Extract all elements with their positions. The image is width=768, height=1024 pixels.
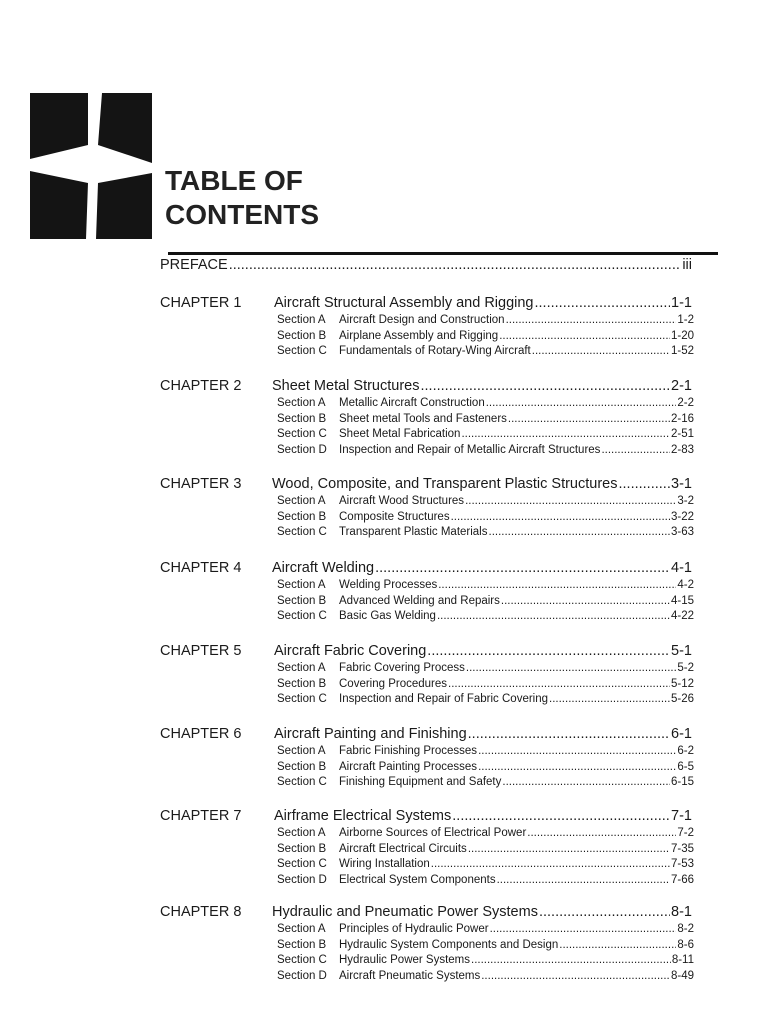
section-label <box>277 776 501 788</box>
section-title: Fabric Covering Process <box>339 662 465 674</box>
section-label <box>277 745 477 757</box>
chapter-page: 8-1 <box>671 904 692 920</box>
section-title: Airplane Assembly and Rigging <box>339 329 499 342</box>
section-label <box>277 923 489 935</box>
section-id: Section D <box>277 443 327 456</box>
leader-dots <box>601 444 670 456</box>
section-title: Fabric Finishing Processes <box>339 745 478 757</box>
section-id: Section B <box>277 938 327 951</box>
chapter-page: 4-1 <box>671 560 692 576</box>
section-entry[interactable] <box>277 858 694 870</box>
chapter-entry[interactable] <box>274 643 692 659</box>
leader-dots <box>427 643 670 659</box>
section-title: Composite Structures <box>339 510 450 523</box>
airplane-logo-icon <box>30 93 152 239</box>
section-id: Section C <box>277 954 327 967</box>
leader-dots <box>527 827 676 839</box>
leader-dots <box>375 560 670 576</box>
chapter-entry[interactable] <box>274 726 692 742</box>
section-page: 4-15 <box>670 594 694 607</box>
section-page: 2-83 <box>670 443 694 456</box>
chapter-title: Aircraft Painting and Finishing <box>274 726 467 742</box>
chapter-page: 1-1 <box>671 295 692 311</box>
section-page: 6-15 <box>670 776 694 789</box>
section-page: 8-2 <box>677 923 694 935</box>
leader-dots <box>461 428 670 440</box>
section-entry[interactable] <box>277 444 694 456</box>
leader-dots <box>532 345 670 357</box>
section-title: Aircraft Pneumatic Systems <box>339 969 481 982</box>
leader-dots <box>478 761 676 773</box>
chapter-entry[interactable] <box>272 904 692 920</box>
section-entry[interactable] <box>277 314 694 326</box>
section-label <box>277 858 430 870</box>
section-page: 7-2 <box>677 827 694 839</box>
section-label <box>277 827 526 839</box>
title-line-1: TABLE OF <box>165 165 303 196</box>
chapter-title: Aircraft Fabric Covering <box>274 643 427 659</box>
leader-dots <box>486 397 677 409</box>
section-page: 5-2 <box>677 662 694 674</box>
section-page: 3-22 <box>670 510 694 523</box>
section-id: Section A <box>277 662 326 674</box>
section-id: Section C <box>277 776 327 789</box>
leader-dots <box>501 595 670 607</box>
leader-dots <box>490 923 677 935</box>
section-title: Airborne Sources of Electrical Power <box>339 827 527 839</box>
leader-dots <box>431 858 670 870</box>
section-entry[interactable] <box>277 761 694 773</box>
section-label <box>277 761 477 773</box>
section-page: 6-5 <box>677 760 694 773</box>
leader-dots <box>468 843 670 855</box>
section-id: Section C <box>277 610 327 623</box>
chapter-page: 5-1 <box>671 643 692 659</box>
section-entry[interactable] <box>277 827 694 839</box>
section-label <box>277 579 437 591</box>
section-title: Aircraft Electrical Circuits <box>339 842 467 855</box>
chapter-page: 7-1 <box>671 808 692 824</box>
chapter-entry[interactable] <box>272 378 692 394</box>
section-page: 1-52 <box>670 345 694 358</box>
leader-dots <box>506 314 677 326</box>
leader-dots <box>478 745 676 757</box>
leader-dots <box>559 939 676 951</box>
section-title: Sheet metal Tools and Fasteners <box>339 412 507 425</box>
leader-dots <box>437 610 670 622</box>
leader-dots <box>489 526 670 538</box>
section-title: Wiring Installation <box>339 858 430 871</box>
section-entry[interactable] <box>277 745 694 757</box>
section-entry[interactable] <box>277 678 694 690</box>
section-title: Electrical System Components <box>339 873 496 886</box>
section-label <box>277 662 465 674</box>
section-label <box>277 610 436 622</box>
leader-dots <box>452 808 670 824</box>
section-entry[interactable] <box>277 693 694 705</box>
section-page: 7-35 <box>670 842 694 855</box>
section-id: Section B <box>277 510 327 523</box>
section-page: 7-66 <box>670 873 694 886</box>
section-id: Section D <box>277 873 327 886</box>
section-label <box>277 428 460 440</box>
section-label <box>277 495 464 507</box>
section-entry[interactable] <box>277 970 694 982</box>
leader-dots <box>438 579 676 591</box>
section-entry[interactable] <box>277 776 694 788</box>
chapter-number: CHAPTER 2 <box>160 378 242 394</box>
section-entry[interactable] <box>277 662 694 674</box>
leader-dots <box>497 874 670 886</box>
section-id: Section B <box>277 842 327 855</box>
chapter-number: CHAPTER 3 <box>160 476 242 492</box>
section-page: 4-22 <box>670 610 694 623</box>
section-entry[interactable] <box>277 413 694 425</box>
chapter-page: 2-1 <box>671 378 692 394</box>
chapter-entry[interactable] <box>272 476 692 492</box>
section-id: Section A <box>277 923 326 935</box>
section-entry[interactable] <box>277 843 694 855</box>
section-label <box>277 954 470 966</box>
section-title: Welding Processes <box>339 579 438 591</box>
chapter-entry[interactable] <box>272 560 692 576</box>
section-label <box>277 970 480 982</box>
chapter-title: Sheet Metal Structures <box>272 378 420 394</box>
section-title: Aircraft Painting Processes <box>339 760 478 773</box>
section-id: Section A <box>277 745 326 757</box>
section-entry[interactable] <box>277 428 694 440</box>
preface-label: PREFACE <box>160 257 228 273</box>
section-id: Section C <box>277 345 327 358</box>
section-label <box>277 678 447 690</box>
section-id: Section A <box>277 579 326 591</box>
section-label <box>277 595 500 607</box>
section-title: Inspection and Repair of Metallic Aircraft Structures <box>339 443 601 456</box>
section-title: Transparent Plastic Materials <box>339 526 488 539</box>
section-entry[interactable] <box>277 595 694 607</box>
leader-dots <box>502 776 670 788</box>
section-title: Basic Gas Welding <box>339 610 436 623</box>
section-title: Inspection and Repair of Fabric Covering <box>339 693 549 706</box>
section-entry[interactable] <box>277 397 694 409</box>
section-id: Section C <box>277 526 327 539</box>
section-title: Aircraft Design and Construction <box>339 314 505 326</box>
page-title <box>165 164 319 232</box>
section-label <box>277 314 505 326</box>
preface-page: iii <box>682 257 692 273</box>
leader-dots <box>508 413 670 425</box>
section-title: Advanced Welding and Repairs <box>339 594 500 607</box>
section-title: Covering Procedures <box>339 677 448 690</box>
section-title: Fundamentals of Rotary-Wing Aircraft <box>339 345 531 358</box>
leader-dots <box>229 257 682 273</box>
section-label <box>277 843 467 855</box>
section-id: Section A <box>277 397 326 409</box>
section-entry[interactable] <box>277 495 694 507</box>
section-id: Section B <box>277 594 327 607</box>
section-entry[interactable] <box>277 526 694 538</box>
section-title: Sheet Metal Fabrication <box>339 428 461 441</box>
section-page: 1-20 <box>670 329 694 342</box>
section-entry[interactable] <box>277 939 694 951</box>
section-label <box>277 526 488 538</box>
section-page: 1-2 <box>677 314 694 326</box>
chapter-number: CHAPTER 6 <box>160 726 242 742</box>
leader-dots <box>618 476 670 492</box>
section-id: Section A <box>277 495 326 507</box>
chapter-title: Airframe Electrical Systems <box>274 808 452 824</box>
leader-dots <box>468 726 670 742</box>
section-title: Hydraulic System Components and Design <box>339 938 559 951</box>
leader-dots <box>535 295 671 311</box>
leader-dots <box>471 954 671 966</box>
leader-dots <box>465 495 676 507</box>
section-page: 2-2 <box>677 397 694 409</box>
section-page: 3-2 <box>677 495 694 507</box>
section-entry[interactable] <box>277 923 694 935</box>
section-label <box>277 511 450 523</box>
chapter-number: CHAPTER 7 <box>160 808 242 824</box>
leader-dots <box>549 693 670 705</box>
section-page: 6-2 <box>677 745 694 757</box>
section-entry[interactable] <box>277 874 694 886</box>
section-id: Section A <box>277 314 326 326</box>
section-id: Section B <box>277 412 327 425</box>
section-title: Principles of Hydraulic Power <box>339 923 489 935</box>
chapter-number: CHAPTER 8 <box>160 904 242 920</box>
title-line-2: CONTENTS <box>165 199 319 230</box>
chapter-number: CHAPTER 1 <box>160 295 242 311</box>
section-page: 5-12 <box>670 677 694 690</box>
section-label <box>277 397 485 409</box>
section-title: Metallic Aircraft Construction <box>339 397 485 409</box>
section-id: Section B <box>277 677 327 690</box>
section-title: Finishing Equipment and Safety <box>339 776 502 789</box>
section-page: 2-51 <box>670 428 694 441</box>
chapter-page: 3-1 <box>671 476 692 492</box>
section-page: 8-11 <box>671 954 694 967</box>
leader-dots <box>421 378 671 394</box>
leader-dots <box>481 970 670 982</box>
section-label <box>277 874 496 886</box>
section-page: 2-16 <box>670 412 694 425</box>
section-entry[interactable] <box>277 330 694 342</box>
leader-dots <box>448 678 670 690</box>
chapter-title: Aircraft Structural Assembly and Rigging <box>274 295 534 311</box>
section-label <box>277 345 531 357</box>
section-page: 5-26 <box>670 693 694 706</box>
section-entry[interactable] <box>277 511 694 523</box>
section-entry[interactable] <box>277 579 694 591</box>
section-id: Section A <box>277 827 326 839</box>
chapter-entry[interactable] <box>274 808 692 824</box>
chapter-number: CHAPTER 5 <box>160 643 242 659</box>
section-entry[interactable] <box>277 345 694 357</box>
chapter-title: Hydraulic and Pneumatic Power Systems <box>272 904 538 920</box>
leader-dots <box>451 511 670 523</box>
section-id: Section C <box>277 693 327 706</box>
preface-entry[interactable] <box>160 257 692 273</box>
section-entry[interactable] <box>277 954 694 966</box>
section-id: Section D <box>277 969 327 982</box>
chapter-title: Aircraft Welding <box>272 560 375 576</box>
section-label <box>277 693 548 705</box>
section-label <box>277 413 507 425</box>
section-label <box>277 939 558 951</box>
leader-dots <box>499 330 670 342</box>
leader-dots <box>539 904 670 920</box>
section-title: Hydraulic Power Systems <box>339 954 471 967</box>
section-page: 7-53 <box>670 858 694 871</box>
chapter-page: 6-1 <box>671 726 692 742</box>
section-label <box>277 330 498 342</box>
section-label <box>277 444 600 456</box>
section-title: Aircraft Wood Structures <box>339 495 465 507</box>
section-id: Section B <box>277 760 327 773</box>
section-page: 8-6 <box>677 938 694 951</box>
section-id: Section C <box>277 428 327 441</box>
section-page: 8-49 <box>670 969 694 982</box>
section-id: Section C <box>277 858 327 871</box>
chapter-title: Wood, Composite, and Transparent Plastic Structures <box>272 476 618 492</box>
chapter-entry[interactable] <box>274 295 692 311</box>
section-entry[interactable] <box>277 610 694 622</box>
leader-dots <box>466 662 676 674</box>
section-id: Section B <box>277 329 327 342</box>
title-divider <box>168 252 718 255</box>
section-page: 3-63 <box>670 526 694 539</box>
chapter-number: CHAPTER 4 <box>160 560 242 576</box>
section-page: 4-2 <box>677 579 694 591</box>
